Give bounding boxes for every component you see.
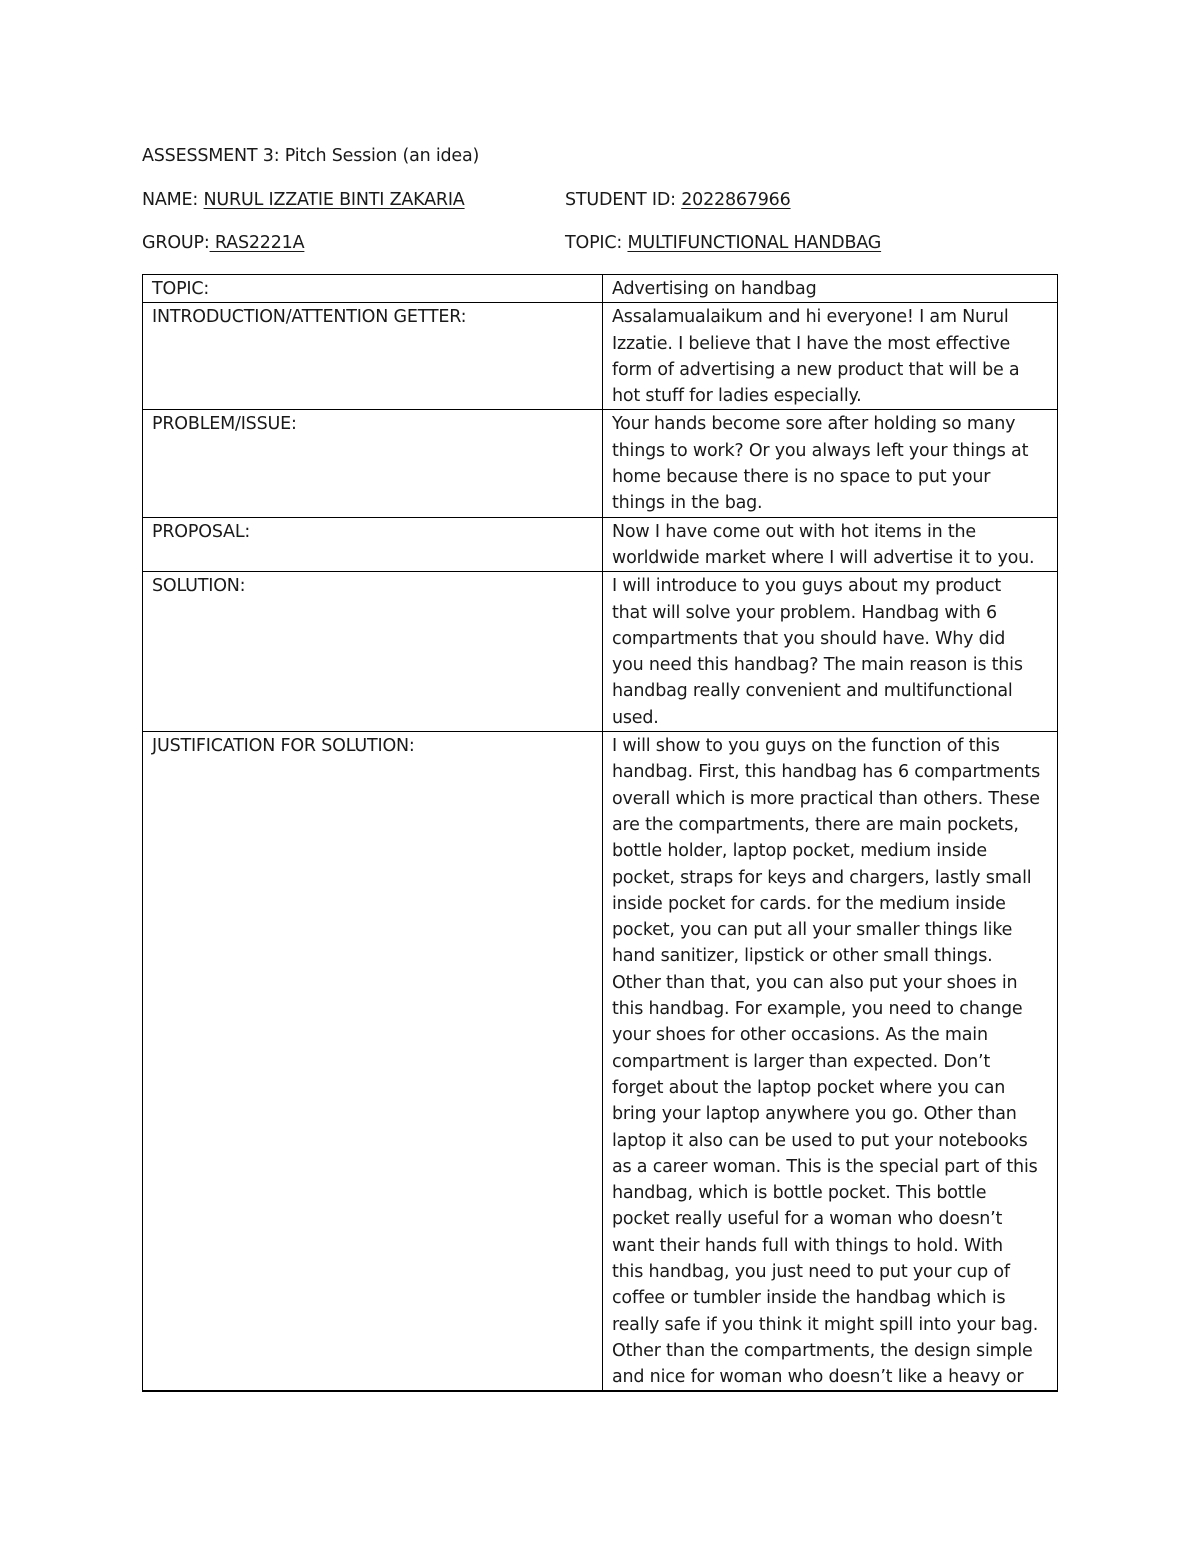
topic-field — [565, 232, 881, 254]
row-content-proposal: Now I have come out with hot items in the worldwide market where I will advertise it to you. — [603, 517, 1058, 572]
row-content-solution: I will introduce to you guys about my product that will solve your problem. Handbag with 6 compartments that you should have. Why did you need this handbag? The main reason is this handbag really convenient and multifunctional used. — [603, 572, 1058, 732]
name-label: NAME: — [142, 190, 199, 210]
group-label: GROUP: — [142, 233, 210, 253]
student-id-field — [565, 189, 791, 211]
row-label-topic: TOPIC: — [143, 275, 603, 303]
student-id-value: 2022867966 — [681, 190, 791, 210]
student-id-label: STUDENT ID: — [565, 190, 676, 210]
name-field — [142, 189, 465, 211]
row-label-problem: PROBLEM/ISSUE: — [143, 410, 603, 517]
row-content-topic: Advertising on handbag — [603, 275, 1058, 303]
name-value: NURUL IZZATIE BINTI ZAKARIA — [203, 190, 465, 210]
table-row — [143, 410, 1058, 517]
table-row — [143, 517, 1058, 572]
row-label-introduction: INTRODUCTION/ATTENTION GETTER: — [143, 303, 603, 410]
table-row — [143, 732, 1058, 1392]
row-label-proposal: PROPOSAL: — [143, 517, 603, 572]
row-content-problem: Your hands become sore after holding so many things to work? Or you always left your things at home because there is no space to put your things in the bag. — [603, 410, 1058, 517]
table-row — [143, 572, 1058, 732]
row-content-introduction: Assalamualaikum and hi everyone! I am Nurul Izzatie. I believe that I have the most effective form of advertising a new product that will be a hot stuff for ladies especially. — [603, 303, 1058, 410]
table-row — [143, 303, 1058, 410]
table-row — [143, 275, 1058, 303]
assessment-title-text: ASSESSMENT 3: Pitch Session (an idea) — [142, 146, 480, 166]
group-value: RAS2221A — [209, 233, 305, 253]
assessment-title — [142, 145, 479, 167]
row-content-justification: I will show to you guys on the function of this handbag. First, this handbag has 6 compartments overall which is more practical than others. These are the compartments, there are main pockets, bottle holder, laptop pocket, medium inside pocket, straps for keys and chargers, lastly small inside pocket for cards. for the medium inside pocket, you can put all your smaller things like hand sanitizer, lipstick or other small things. Other than that, you can also put your shoes in this handbag. For example, you need to change your shoes for other occasions. As the main compartment is larger than expected. Don’t forget about the laptop pocket where you can bring your laptop anywhere you go. Other than laptop it also can be used to put your notebooks as a career woman. This is the special part of this handbag, which is bottle pocket. This bottle pocket really useful for a woman who doesn’t want their hands full with things to hold. With this handbag, you just need to put your cup of coffee or tumbler inside the handbag which is really safe if you think it might spill into your bag. Other than the compartments, the design simple and nice for woman who doesn’t like a heavy or — [603, 732, 1058, 1392]
row-label-justification: JUSTIFICATION FOR SOLUTION: — [143, 732, 603, 1392]
row-label-solution: SOLUTION: — [143, 572, 603, 732]
group-field — [142, 232, 304, 254]
topic-label: TOPIC: — [565, 233, 623, 253]
topic-value: MULTIFUNCTIONAL HANDBAG — [627, 233, 882, 253]
pitch-table — [142, 274, 1058, 1392]
